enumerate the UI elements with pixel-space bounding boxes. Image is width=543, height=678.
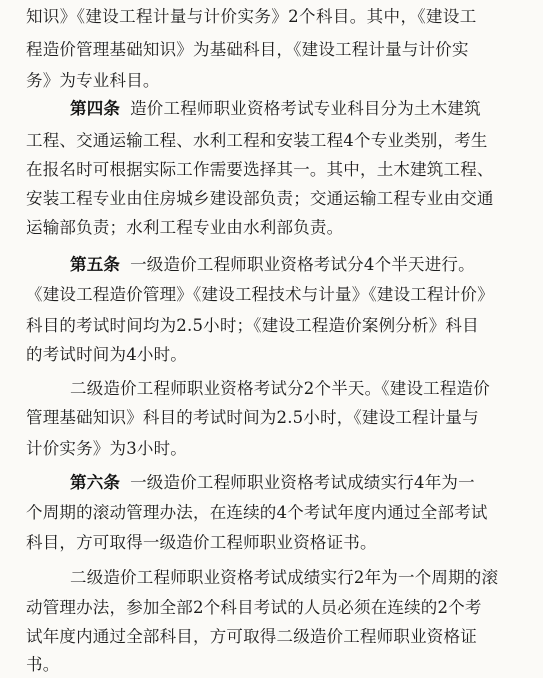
text-line: 试年度内通过全部科目，方可取得二级造价工程师职业资格证: [26, 627, 477, 646]
text-line: 在报名时可根据实际工作需要选择其一。其中，土木建筑工程、: [26, 160, 494, 179]
article-heading: 第六条: [70, 473, 121, 492]
article-6-line: 第六条 一级造价工程师职业资格考试成绩实行4年为一: [70, 473, 475, 492]
text-line: 运输部负责；水利工程专业由水利部负责。: [26, 218, 344, 237]
article-heading: 第五条: [70, 255, 121, 274]
text-line: 动管理办法，参加全部2个科目考试的人员必须在连续的2个考: [26, 598, 482, 617]
article-heading: 第四条: [70, 99, 121, 118]
text-line: 的考试时间为4小时。: [26, 345, 187, 364]
text-line: 安装工程专业由住房城乡建设部负责；交通运输工程专业由交通: [26, 189, 494, 208]
text-line: 管理基础知识》科目的考试时间为2.5小时，《建设工程计量与: [26, 408, 479, 427]
text-line: 计价实务》为3小时。: [26, 439, 187, 458]
text-line: 二级造价工程师职业资格考试成绩实行2年为一个周期的滚: [70, 568, 499, 587]
article-5-line: 第五条 一级造价工程师职业资格考试分4个半天进行。: [70, 255, 475, 274]
text-line: 个周期的滚动管理办法，在连续的4个考试年度内通过全部考试: [26, 503, 488, 522]
text-line: 程造价管理基础知识》为基础科目，《建设工程计量与计价实: [26, 40, 469, 59]
text-line: 科目的考试时间均为2.5小时；《建设工程造价案例分析》科目: [26, 316, 479, 335]
article-4-line: 第四条 造价工程师职业资格考试专业科目分为土木建筑: [70, 99, 481, 118]
text-line: 知识》《建设工程计量与计价实务》2个科目。其中，《建设工: [26, 7, 477, 26]
text-line: 工程、交通运输工程、水利工程和安装工程4个专业类别，考生: [26, 131, 488, 150]
text-line: 科目，方可取得一级造价工程师职业资格证书。: [26, 533, 377, 552]
text-line: 书。: [26, 655, 60, 674]
text-line: 二级造价工程师职业资格考试分2个半天。《建设工程造价: [70, 379, 490, 398]
text-line: 务》为专业科目。: [26, 71, 160, 90]
text-line: 《建设工程造价管理》《建设工程技术与计量》《建设工程计价》: [26, 285, 494, 304]
